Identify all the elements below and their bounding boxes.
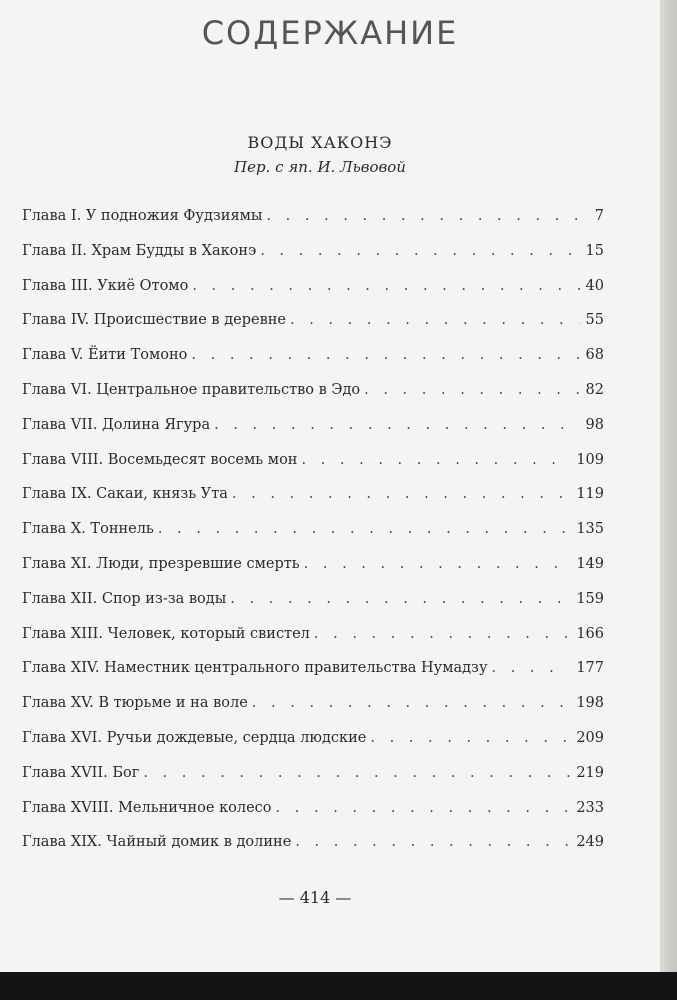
toc-entry-title: Глава XIII. Человек, который свистел	[22, 625, 310, 642]
toc-entry	[22, 726, 604, 761]
dot-leader	[252, 691, 571, 715]
toc-entry	[22, 796, 604, 831]
toc-entry	[22, 552, 604, 587]
dot-leader	[230, 587, 570, 611]
toc-entry	[22, 691, 604, 726]
dot-leader	[295, 830, 570, 854]
toc-entry-page: 40	[585, 277, 604, 294]
toc-entry	[22, 239, 604, 274]
toc-entry	[22, 587, 604, 622]
toc-entry	[22, 622, 604, 657]
page-title: СОДЕРЖАНИЕ	[201, 14, 459, 52]
toc-entry-page: 159	[576, 590, 604, 607]
toc-entry-title: Глава XI. Люди, презревшие смерть	[22, 555, 300, 572]
toc-entry	[22, 656, 604, 691]
toc-entry	[22, 830, 604, 865]
toc-entry-title: Глава II. Храм Будды в Хаконэ	[22, 242, 257, 259]
toc-entry-title: Глава VI. Центральное правительство в Эдо	[22, 381, 361, 398]
dot-leader	[266, 204, 588, 228]
dot-leader	[304, 552, 571, 576]
dot-leader	[301, 448, 570, 472]
dot-leader	[192, 274, 579, 298]
toc-entry-title: Глава V. Ёити Томоно	[22, 347, 188, 364]
toc-entry-title: Глава III. Укиё Отомо	[22, 277, 189, 294]
toc-entry-page: 219	[576, 764, 604, 781]
toc-entry-page: 233	[576, 799, 604, 816]
page-edge-shadow	[660, 0, 677, 972]
toc-entry-title: Глава XIX. Чайный домик в долине	[22, 834, 292, 851]
toc-entry-page: 177	[576, 660, 604, 677]
dot-leader	[158, 517, 570, 541]
toc-entry-page: 209	[576, 729, 604, 746]
toc-entry-title: Глава VIII. Восемьдесят восемь мон	[22, 451, 298, 468]
toc-entry-page: 135	[576, 521, 604, 538]
dot-leader	[143, 761, 570, 785]
toc-entry	[22, 308, 604, 343]
toc-entry-title: Глава I. У подножия Фудзиямы	[22, 208, 263, 224]
part-title: ВОДЫ ХАКОНЭ	[247, 133, 393, 152]
toc-entry-page: 82	[585, 381, 604, 398]
dot-leader	[364, 378, 579, 402]
page-number: — 414 —	[278, 888, 352, 907]
toc-entry	[22, 448, 604, 483]
toc-entry	[22, 482, 604, 517]
toc-entry-page: 198	[576, 695, 604, 712]
toc-entry-page: 119	[576, 486, 604, 503]
toc-entry	[22, 204, 604, 239]
toc-entry	[22, 517, 604, 552]
dot-leader	[370, 726, 570, 750]
toc-entry-page: 55	[585, 312, 604, 329]
toc-entry-title: Глава XVII. Бог	[22, 764, 140, 781]
toc-entry-title: Глава XVI. Ручьи дождевые, сердца людские	[22, 729, 367, 746]
dot-leader	[232, 482, 570, 506]
dot-leader	[191, 343, 579, 367]
toc-entry	[22, 761, 604, 796]
toc-entry-page: 68	[585, 347, 604, 364]
toc-entry	[22, 378, 604, 413]
dot-leader	[314, 622, 570, 646]
toc-entry-page: 109	[576, 451, 604, 468]
toc-entry-page: 166	[576, 625, 604, 642]
toc-entry-title: Глава XIV. Наместник центрального правительства Нумадзу	[22, 660, 488, 677]
toc-entry-page: 15	[585, 242, 604, 259]
scan-bottom-edge	[0, 972, 677, 1000]
toc-entry-title: Глава XV. В тюрьме и на воле	[22, 695, 248, 712]
toc-entry-title: Глава VII. Долина Ягура	[22, 416, 211, 433]
dot-leader	[260, 239, 579, 263]
translator-credit: Пер. с яп. И. Львовой	[234, 158, 406, 176]
toc-entry-title: Глава X. Тоннель	[22, 521, 154, 538]
dot-leader	[290, 308, 580, 332]
toc-entry-title: Глава IX. Сакаи, князь Ута	[22, 486, 228, 503]
table-of-contents	[22, 204, 604, 865]
dot-leader	[491, 656, 570, 680]
toc-entry-page: 249	[576, 834, 604, 851]
toc-entry	[22, 274, 604, 309]
toc-entry-title: Глава XVIII. Мельничное колесо	[22, 799, 272, 816]
dot-leader	[214, 413, 579, 437]
toc-entry-page: 98	[585, 416, 604, 433]
toc-entry-page: 7	[594, 208, 604, 224]
toc-entry-title: Глава XII. Спор из-за воды	[22, 590, 227, 607]
toc-entry-page: 149	[576, 555, 604, 572]
dot-leader	[276, 796, 571, 820]
toc-entry	[22, 343, 604, 378]
toc-entry	[22, 413, 604, 448]
toc-entry-title: Глава IV. Происшествие в деревне	[22, 312, 286, 329]
